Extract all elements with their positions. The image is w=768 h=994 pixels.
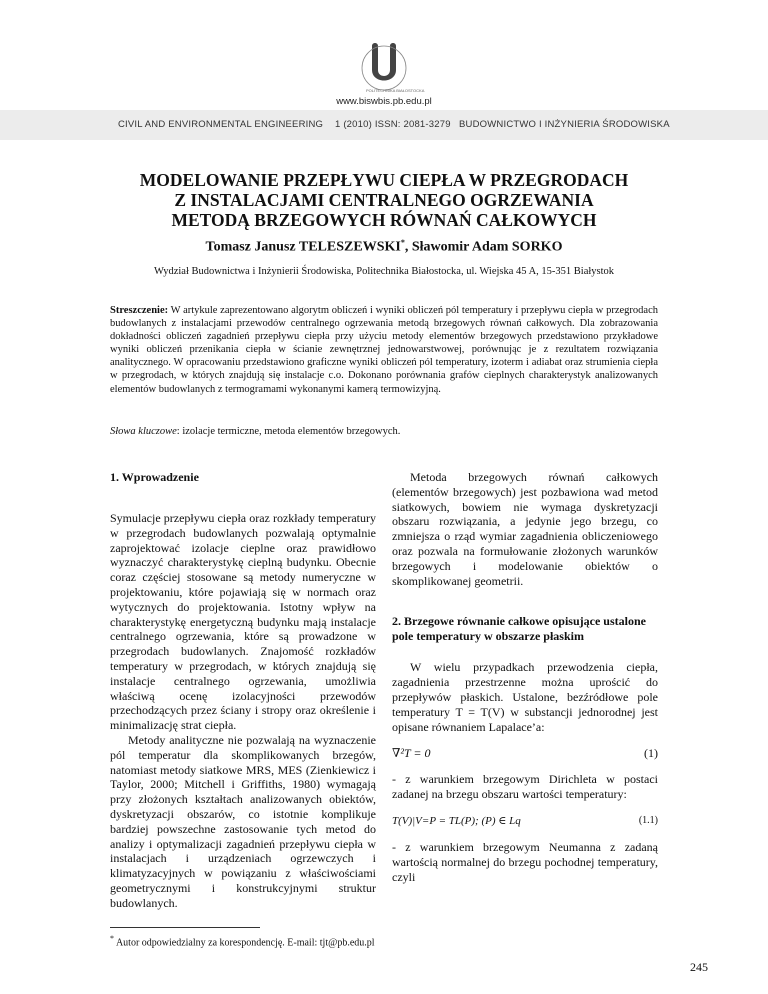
equation-number: (1.1) xyxy=(638,814,658,826)
title-line: Z INSTALACJAMI CENTRALNEGO OGRZEWANIA xyxy=(174,190,594,210)
section-heading: 1. Wprowadzenie xyxy=(110,470,199,484)
left-column xyxy=(110,470,376,911)
keywords xyxy=(110,426,658,437)
footnote xyxy=(110,934,670,948)
equation-1-1 xyxy=(392,814,658,830)
right-column xyxy=(392,470,658,884)
article-title xyxy=(60,170,708,230)
equation-body: T(V)|V=P = TL(P); (P) ∈ Lq xyxy=(392,814,521,827)
author-separator: , xyxy=(404,239,412,255)
journal-issue: 1 (2010) ISSN: 2081-3279 xyxy=(335,119,451,130)
paragraph: W wielu przypadkach przewodzenia ciepła, zagadnienia przestrzenne można uprościć do przepływów płaskich. Ustalone, bezźródłowe pole temperatury T = T(V) w substancji jednorodnej jest opisane równaniem Lapalace’a: xyxy=(392,660,658,734)
equation-number: (1) xyxy=(644,746,658,761)
page-number: 245 xyxy=(690,960,708,974)
abstract-label: Streszczenie: xyxy=(110,305,169,316)
authors xyxy=(60,238,708,256)
abstract xyxy=(110,304,658,396)
title-line: METODĄ BRZEGOWYCH RÓWNAŃ CAŁKOWYCH xyxy=(171,210,597,230)
footnote-divider xyxy=(110,927,260,928)
paragraph: - z warunkiem brzegowym Neumanna z zadaną wartością normalnej do brzegu pochodnej temperatury, czyli xyxy=(392,839,658,884)
footnote-marker: * xyxy=(400,238,405,247)
author-name: Tomasz Janusz TELESZEWSKI xyxy=(205,239,401,255)
abstract-text: W artykule zaprezentowano algorytm obliczeń i wyniki obliczeń pól temperatury i przepływu ciepła w przegrodach budowlanych z instalacjami przewodów centralnego ogrzewania metodą brzegowych równań całkowych. Dla zobrazowania dokładności obliczeń zagadnień przepływu ciepła przy użyciu metody elementów brzegowych przedstawiono przykładowe wyniki obliczeń przenikania ciepła w ścianie zewnętrznej jednowarstwowej, porównując je z rezultatem rozwiązania analitycznego. W opracowaniu przedstawiono graficzne wyniki obliczeń pól temperatury, izoterm i adiabat oraz strumienia ciepła w przegrodach, w których znajdują się instalacje c.o. Dokonano porównania grafów cieplnych charakterystyk analizowanych elementów budowlanych z termogramami wykonanymi kamerą termowizyjną. xyxy=(110,305,658,395)
paragraph: Symulacje przepływu ciepła oraz rozkłady temperatury w przegrodach budowlanych pozwalają optymalnie zaprojektować izolacje cieplne oraz prawidłowo wyznaczyć charakterystykę cieplną budynku. Obecnie coraz częściej stosowane są metody numeryczne w projektowaniu, które pojawiają się w normach oraz wytycznych do projektowania. Istotny wpływ na charakterystykę energetyczną budynku mają instalacje centralnego ogrzewania, które są prowadzone w przegrodach budowlanych. Znajomość rozkładów temperatury w przegrodach, w których znajdują się instalacje centralnego ogrzewania, umożliwia właściwą ocenę izolacyjności przewodów przechodzących przez ściany i stropy oraz określenie i minimalizację strat ciepła. xyxy=(110,511,376,733)
journal-website[interactable]: www.biswbis.pb.edu.pl xyxy=(336,96,432,107)
svg-text:POLITECHNIKA BIAŁOSTOCKA: POLITECHNIKA BIAŁOSTOCKA xyxy=(366,88,425,93)
equation-body: ∇²T = 0 xyxy=(392,746,431,761)
paragraph: Metody analityczne nie pozwalają na wyznaczenie pól temperatur dla skomplikowanych brzegów, natomiast metody siatkowe MRS, MES (Zienkiewicz i Taylor, 2000; Mitchell i Griffiths, 1980) wymagają przy złożonych kształtach analizowanych obiektów, dyskretyzacji obszarów, co istotnie komplikuje bardziej powszechne zastosowanie tych metod do analizy i optymalizacji zagadnień przepływu ciepła w instalacjach i urządzeniach ogrzewczych i klimatyzacyjnych w powiązaniu z właściwościami geometrycznymi i konstrukcyjnymi struktur budowlanych. xyxy=(110,732,376,910)
footnote-text: Autor odpowiedzialny za korespondencję. E-mail: tjt@pb.edu.pl xyxy=(114,937,375,949)
keywords-value: : izolacje termiczne, metoda elementów brzegowych. xyxy=(176,426,401,437)
equation-1 xyxy=(392,746,658,762)
university-logo xyxy=(352,40,425,100)
author-name: Sławomir Adam SORKO xyxy=(411,239,563,255)
affiliation: Wydział Budownictwa i Inżynierii Środowiska, Politechnika Białostocka, ul. Wiejska 45 A, 15-351 Białystok xyxy=(153,266,615,277)
section-heading: 2. Brzegowe równanie całkowe opisujące ustalone pole temperatury w obszarze płaskim xyxy=(392,614,646,644)
footnote-marker: * xyxy=(110,934,114,943)
university-logo-icon xyxy=(352,40,425,100)
journal-banner xyxy=(0,110,768,140)
paragraph: - z warunkiem brzegowym Dirichleta w postaci zadanej na brzegu obszaru wartości temperatury: xyxy=(392,772,658,802)
journal-name-en: CIVIL AND ENVIRONMENTAL ENGINEERING xyxy=(118,119,324,130)
title-line: MODELOWANIE PRZEPŁYWU CIEPŁA W PRZEGRODACH xyxy=(139,170,629,190)
paragraph: Metoda brzegowych równań całkowych (elementów brzegowych) jest pozbawiona wad metod siatkowych, bowiem nie wymaga dyskretyzacji obszaru rozwiązania, a jedynie jego brzegu, co zmniejsza o rząd wymiar zagadnienia obliczeniowego oraz pozwala na formułowanie złożonych warunków brzegowych i modelowanie obiektów o skomplikowanej geometrii. xyxy=(392,470,658,588)
journal-name-pl: BUDOWNICTWO I INŻYNIERIA ŚRODOWISKA xyxy=(459,119,670,130)
keywords-label: Słowa kluczowe xyxy=(110,426,177,437)
